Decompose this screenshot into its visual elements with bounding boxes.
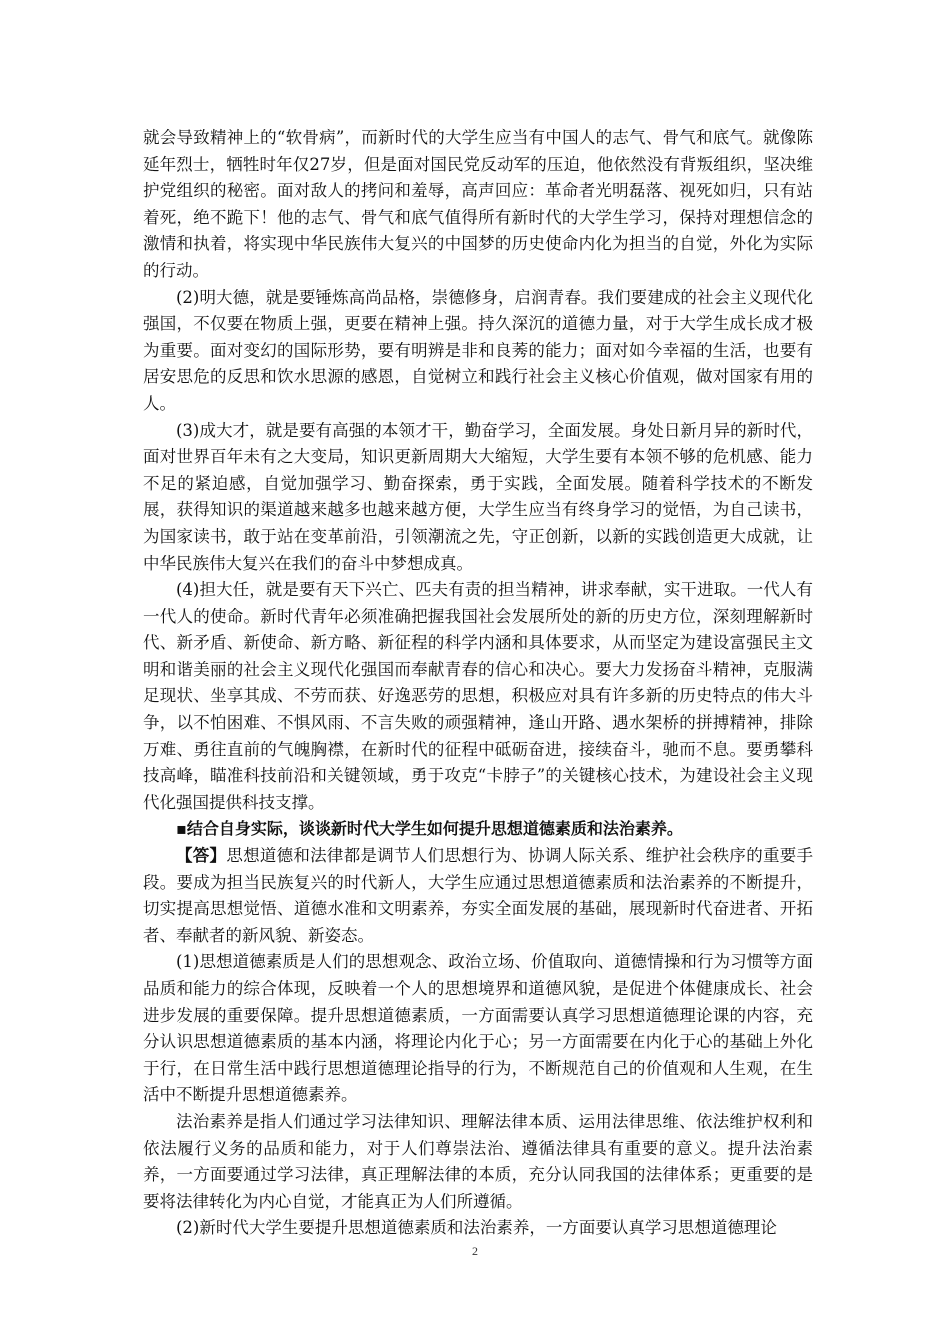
body-text: [143, 125, 813, 1242]
question-heading: ▪结合自身实际，谈谈新时代大学生如何提升思想道德素质和法治素养。: [176, 819, 683, 839]
paragraph-3: (3)成大才，就是要有高强的本领才干，勤奋学习，全面发展。身处日新月异的新时代，面对世界百年未有之大变局，知识更新周期大大缩短，大学生要有本领不够的危机感、能力不足的紧迫感，自觉加强学习、勤奋探索，勇于实践，全面发展。随着科学技术的不断发展，获得知识的渠道越来越多也越来越方便，大学生应当有终身学习的觉悟，为自己读书，为国家读书，敢于站在变革前沿，引领潮流之先，守正创新，以新的实践创造更大成就，让中华民族伟大复兴在我们的奋斗中梦想成真。: [143, 420, 813, 573]
paragraph-2: (2)明大德，就是要锤炼高尚品格，崇德修身，启润青春。我们要建成的社会主义现代化强国，不仅要在物质上强，更要在精神上强。持久深沉的道德力量，对于大学生成长成才极为重要。面对变幻的国际形势，要有明辨是非和良莠的能力；面对如今幸福的生活，也要有居安思危的反思和饮水思源的感恩，自觉树立和践行社会主义核心价值观，做对国家有用的人。: [143, 287, 813, 413]
answer-intro-text: 思想道德和法律都是调节人们思想行为、协调人际关系、维护社会秩序的重要手段。要成为担当民族复兴的时代新人，大学生应通过思想道德素质和法治素养的不断提升，切实提高思想觉悟、道德水准和文明素养，夯实全面发展的基础，展现新时代奋进者、开拓者、奉献者的新风貌、新姿态。: [143, 846, 814, 945]
answer-tag: 【答】: [176, 846, 227, 866]
answer-paragraph-3: (2)新时代大学生要提升思想道德素质和法治素养，一方面要认真学习思想道德理论: [176, 1218, 777, 1238]
answer-intro: [143, 843, 813, 949]
paragraph-1: 就会导致精神上的“软骨病”，而新时代的大学生应当有中国人的志气、骨气和底气。就像陈延年烈士，牺牲时年仅27岁，但是面对国民党反动军的压迫，他依然没有背叛组织，坚决维护党组织的秘密。面对敌人的拷问和羞辱，高声回应：革命者光明磊落、视死如归，只有站着死，绝不跪下！他的志气、骨气和底气值得所有新时代的大学生学习，保持对理想信念的激情和执着，将实现中华民族伟大复兴的中国梦的历史使命内化为担当的自觉，外化为实际的行动。: [143, 128, 813, 280]
answer-paragraph-1: (1)思想道德素质是人们的思想观念、政治立场、价值取向、道德情操和行为习惯等方面品质和能力的综合体现，反映着一个人的思想境界和道德风貌，是促进个体健康成长、社会进步发展的重要保障。提升思想道德素质，一方面需要认真学习思想道德理论课的内容，充分认识思想道德素质的基本内涵，将理论内化于心；另一方面需要在内化于心的基础上外化于行，在日常生活中践行思想道德理论指导的行为，不断规范自己的价值观和人生观，在生活中不断提升思想道德素养。: [143, 952, 813, 1105]
answer-paragraph-2: 法治素养是指人们通过学习法律知识、理解法律本质、运用法律思维、依法维护权利和依法履行义务的品质和能力，对于人们尊崇法治、遵循法律具有重要的意义。提升法治素养，一方面要通过学习法律，真正理解法律的本质，充分认同我国的法律体系；更重要的是要将法律转化为内心自觉，才能真正为人们所遵循。: [143, 1111, 813, 1211]
paragraph-4: (4)担大任，就是要有天下兴亡、匹夫有责的担当精神，讲求奉献，实干进取。一代人有一代人的使命。新时代青年必须准确把握我国社会发展所处的新的历史方位，深刻理解新时代、新矛盾、新使命、新方略、新征程的科学内涵和具体要求，从而坚定为建设富强民主文明和谐美丽的社会主义现代化强国而奉献青春的信心和决心。要大力发扬奋斗精神，克服满足现状、坐享其成、不劳而获、好逸恶劳的思想，积极应对具有许多新的历史特点的伟大斗争，以不怕困难、不惧风雨、不言失败的顽强精神，逢山开路、遇水架桥的拼搏精神，排除万难、勇往直前的气魄胸襟，在新时代的征程中砥砺奋进，接续奋斗，驰而不息。要勇攀科技高峰，瞄准科技前沿和关键领域，勇于攻克“卡脖子”的关键核心技术，为建设社会主义现代化强国提供科技支撑。: [143, 580, 813, 812]
page-number: 2: [472, 1244, 478, 1258]
